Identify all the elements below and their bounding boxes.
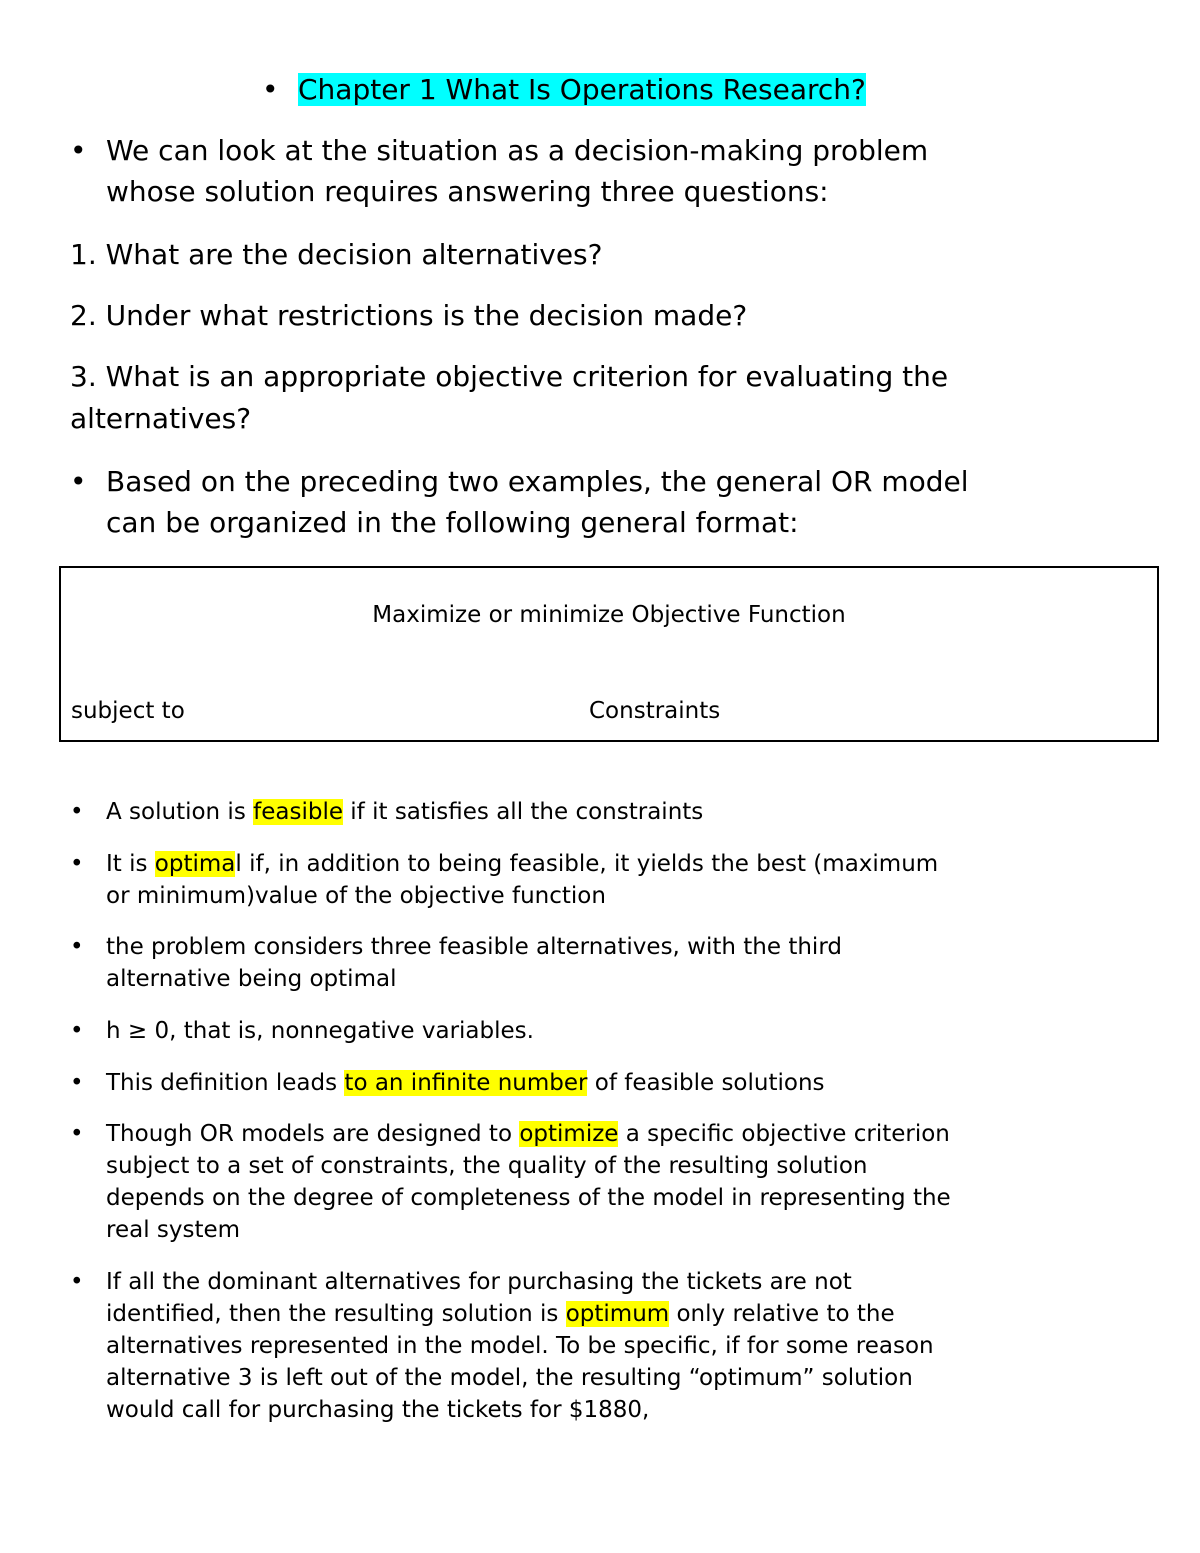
title-text: Chapter 1 What Is Operations Research? bbox=[298, 73, 866, 106]
text-run: A solution is bbox=[106, 799, 254, 825]
text-run: a specific objective criterion bbox=[618, 1121, 950, 1147]
bullet-nonnegative bbox=[70, 1015, 1150, 1047]
highlighted-term: optima bbox=[154, 851, 236, 877]
bullet-text bbox=[106, 1118, 1150, 1150]
objective-function-text: Maximize or minimize Objective Function bbox=[372, 602, 846, 628]
bullet-feasible bbox=[70, 796, 1150, 828]
bullet-icon: • bbox=[70, 134, 87, 167]
highlighted-term: feasible bbox=[253, 799, 343, 825]
bullet-text bbox=[106, 1067, 1150, 1099]
text-run: of feasible solutions bbox=[587, 1070, 825, 1096]
highlighted-term: optimize bbox=[519, 1121, 619, 1147]
bullet-icon: • bbox=[70, 1121, 84, 1147]
bullet-text bbox=[106, 848, 1150, 880]
intro-paragraph bbox=[70, 130, 928, 212]
intro-line-2: whose solution requires answering three questions: bbox=[106, 175, 829, 208]
bullet-icon: • bbox=[70, 1018, 84, 1044]
model-intro-paragraph bbox=[70, 461, 969, 543]
bullet-text-line-3: depends on the degree of completeness of the model in representing the bbox=[106, 1185, 951, 1211]
text-run: identified, then the resulting solution is bbox=[106, 1301, 566, 1327]
bullet-text: the problem considers three feasible alternatives, with the third bbox=[106, 934, 842, 960]
bullet-text-line-2 bbox=[106, 1298, 1150, 1330]
question-3-continued: alternatives? bbox=[70, 402, 252, 435]
bullet-optimal bbox=[70, 848, 1150, 912]
text-run: It is bbox=[106, 851, 155, 877]
model-intro-line-1: Based on the preceding two examples, the general OR model bbox=[106, 465, 969, 498]
bullet-text: h ≥ 0, that is, nonnegative variables. bbox=[106, 1018, 534, 1044]
bullet-optimum bbox=[70, 1266, 1150, 1426]
text-run: only relative to the bbox=[669, 1301, 895, 1327]
text-run: if it satisfies all the constraints bbox=[342, 799, 704, 825]
bullet-text-line-3: alternatives represented in the model. To be specific, if for some reason bbox=[106, 1333, 934, 1359]
text-run: l if, in addition to being feasible, it yields the best (maximum bbox=[235, 851, 939, 877]
bullet-icon: • bbox=[70, 1070, 84, 1096]
question-2: 2. Under what restrictions is the decision made? bbox=[70, 299, 748, 332]
chapter-title bbox=[262, 72, 866, 108]
bullet-text: If all the dominant alternatives for purchasing the tickets are not bbox=[106, 1269, 852, 1295]
bullet-text-line-5: would call for purchasing the tickets for $1880, bbox=[106, 1397, 650, 1423]
constraints-text: Constraints bbox=[589, 698, 721, 724]
intro-line-1: We can look at the situation as a decision-making problem bbox=[106, 134, 929, 167]
question-1: 1. What are the decision alternatives? bbox=[70, 238, 603, 271]
text-run: This definition leads bbox=[106, 1070, 345, 1096]
bullet-text-line-2: subject to a set of constraints, the quality of the resulting solution bbox=[106, 1153, 868, 1179]
bullet-text-line-4: real system bbox=[106, 1217, 241, 1243]
bullet-icon: • bbox=[70, 934, 84, 960]
bullet-text-line-4: alternative 3 is left out of the model, the resulting “optimum” solution bbox=[106, 1365, 913, 1391]
bullet-icon: • bbox=[70, 799, 84, 825]
bullet-text bbox=[106, 796, 1150, 828]
subject-to-text: subject to bbox=[71, 698, 185, 724]
bullet-icon: • bbox=[70, 465, 87, 498]
bullet-icon: • bbox=[262, 73, 279, 106]
model-intro-line-2: can be organized in the following general format: bbox=[106, 506, 799, 539]
bullet-text-line-2: alternative being optimal bbox=[106, 966, 397, 992]
bullet-icon: • bbox=[70, 1269, 84, 1295]
bullet-three-alternatives bbox=[70, 931, 1150, 995]
text-run: Though OR models are designed to bbox=[106, 1121, 520, 1147]
bullet-icon: • bbox=[70, 851, 84, 877]
highlighted-term: optimum bbox=[565, 1301, 670, 1327]
bullet-infinite bbox=[70, 1067, 1150, 1099]
question-3: 3. What is an appropriate objective criterion for evaluating the bbox=[70, 360, 949, 393]
bullet-optimize bbox=[70, 1118, 1150, 1246]
bullet-text-line-2: or minimum)value of the objective function bbox=[106, 883, 606, 909]
highlighted-term: to an infinite number bbox=[344, 1070, 588, 1096]
or-model-box bbox=[59, 566, 1159, 742]
